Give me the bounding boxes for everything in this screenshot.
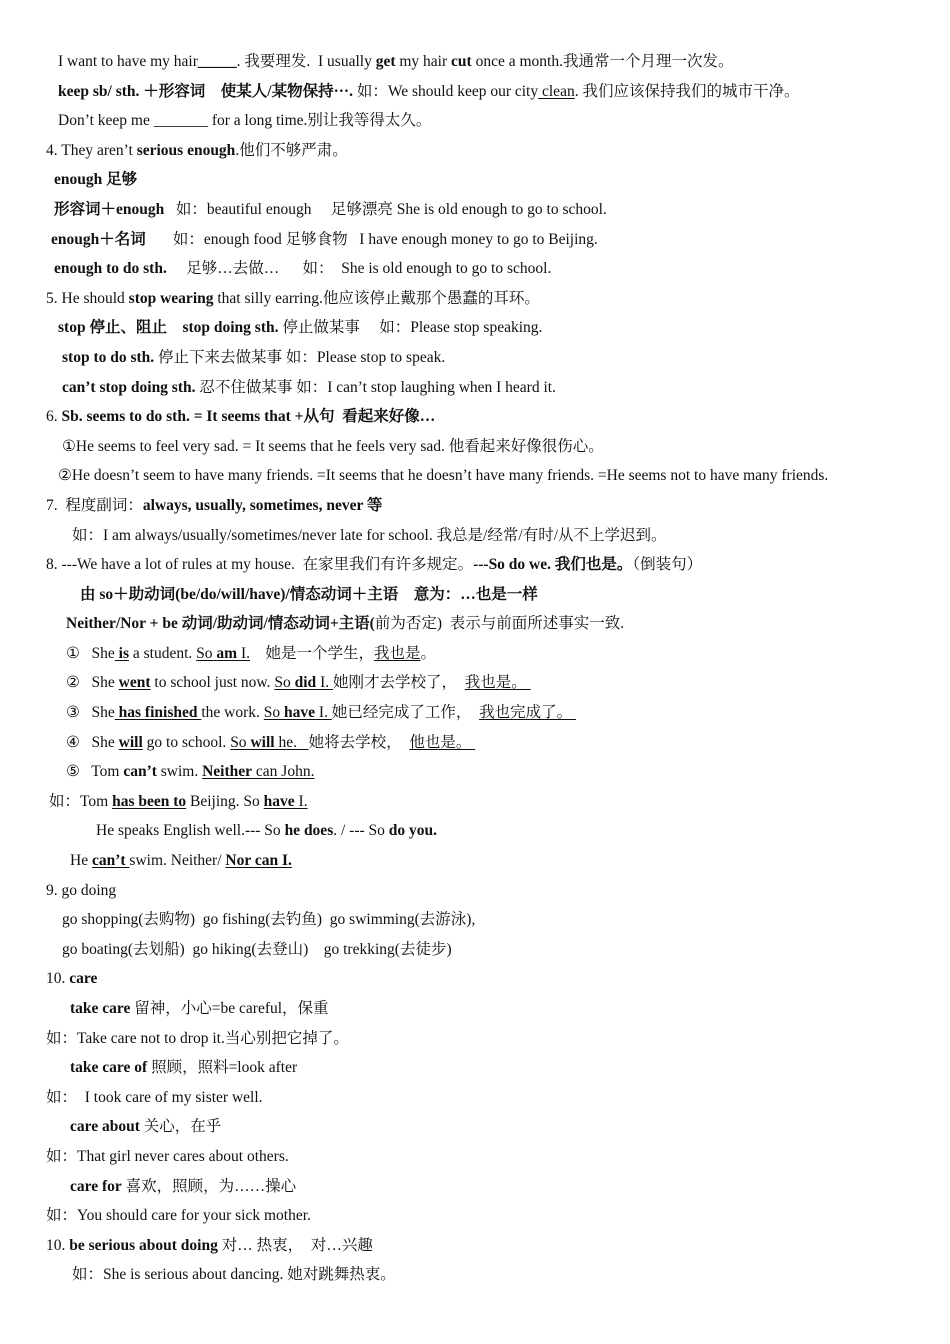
text-line [0, 77, 950, 107]
text-segment: be serious about doing [69, 1236, 218, 1254]
text-line [0, 1024, 950, 1054]
text-segment: 8. ---We have a lot of rules at my house. 在家里我们有许多规定。 [46, 556, 474, 574]
text-line [0, 1172, 950, 1202]
text-segment: ①He seems to feel very sad. = It seems that he feels very sad. 他看起来好像很伤心。 [62, 437, 604, 455]
text-line [0, 402, 950, 432]
text-line [0, 935, 950, 965]
text-segment: go to school. [142, 733, 231, 751]
text-segment: So [263, 704, 285, 722]
text-segment: 由 so＋助动词(be/do/will/have)/情态动词＋主语 意为：…也是一样 [80, 585, 538, 603]
text-segment: 9. go doing [46, 881, 117, 899]
text-segment: ① She [66, 644, 115, 662]
text-line [0, 668, 950, 698]
text-segment: cut [451, 53, 472, 70]
text-line [0, 254, 950, 284]
text-segment: Neither [202, 763, 253, 781]
text-segment: 照顾，照料=look after [147, 1059, 298, 1077]
text-segment: .他们不够严肃。 [235, 141, 348, 159]
text-line [0, 284, 950, 314]
text-segment: I. [315, 704, 332, 722]
text-segment: 留神，小心=be careful，保重 [130, 1000, 329, 1017]
text-segment: ⑤ Tom [66, 763, 124, 781]
text-segment: 形容词＋enough [54, 200, 165, 218]
text-segment: 如： I took care of my sister well. [46, 1088, 263, 1106]
text-line [0, 787, 950, 817]
text-segment: go boating(去划船) go hiking(去登山) go trekking(去徒步) [62, 940, 452, 958]
text-segment: So [274, 674, 295, 692]
text-line [0, 1201, 950, 1231]
text-segment: always, usually, sometimes, never 等 [142, 496, 383, 514]
text-segment: I want to have my hair [58, 53, 198, 70]
text-segment: 如：You should care for your sick mother. [46, 1207, 311, 1225]
text-segment: Sb. seems to do sth. = It seems that +从句 看起来好像… [61, 408, 436, 426]
text-segment: ②He doesn’t seem to have many friends. =It seems that he doesn’t have many friends. =He seems not to have many friends. [58, 467, 829, 485]
text-segment: stop wearing [128, 289, 214, 307]
text-segment: 我也是 [374, 644, 421, 662]
text-segment: that silly earring.他应该停止戴那个愚蠢的耳环。 [213, 289, 540, 307]
text-segment: the work. [201, 704, 264, 722]
text-segment: 他也是。 [409, 733, 476, 751]
text-segment: will [250, 733, 275, 751]
text-segment: can’t [123, 763, 157, 781]
text-segment: can’t stop doing sth. [62, 378, 196, 396]
text-line [0, 905, 950, 935]
text-segment: _____ [197, 53, 237, 70]
text-segment: have [284, 704, 316, 722]
text-line [0, 461, 950, 491]
text-segment: （倒装句） [632, 556, 703, 574]
text-segment: 10. [46, 1236, 70, 1254]
text-segment: 她已经完成了工作， [331, 704, 480, 722]
text-segment: he does [284, 822, 334, 840]
text-segment: 。 [420, 644, 437, 662]
text-line [0, 1112, 950, 1142]
text-segment: Beijing. So [186, 792, 264, 810]
text-segment: went [118, 674, 151, 692]
text-line [0, 728, 950, 758]
text-segment: 如：enough food 足够食物 I have enough money to go to Beijing. [145, 230, 598, 248]
text-segment: 如：Take care not to drop it.当心别把它掉了。 [46, 1029, 349, 1047]
text-segment: Don’t keep me _______ for a long time.别让我等得太久。 [58, 112, 432, 130]
text-segment: care for [70, 1177, 122, 1195]
text-segment: ③ She [66, 704, 115, 722]
text-segment: 足够…去做… 如： She is old enough to go to school. [166, 260, 552, 278]
text-line [0, 964, 950, 994]
text-line [0, 816, 950, 846]
text-line [0, 521, 950, 551]
text-segment: Nor can I. [225, 852, 292, 870]
text-segment: once a month.我通常一个月理一次发。 [471, 53, 734, 70]
text-line [0, 876, 950, 906]
text-segment: 她是一个学生， [250, 644, 375, 662]
text-segment: 停止做某事 如：Please stop speaking. [278, 319, 543, 337]
text-segment: stop to do sth. [62, 348, 155, 366]
text-line [0, 432, 950, 462]
text-segment: 如：Tom [49, 792, 113, 810]
text-segment: . / --- So [333, 822, 389, 840]
text-segment: 4. They aren’t [46, 141, 137, 159]
text-segment: did [294, 674, 317, 692]
text-segment: 对… 热衷， 对…兴趣 [217, 1236, 373, 1254]
text-segment: ② She [66, 674, 119, 692]
text-segment: do you. [388, 822, 438, 840]
text-segment: clean [538, 82, 575, 100]
text-line [0, 195, 950, 225]
text-line [0, 994, 950, 1024]
text-segment: . 我们应该保持我们的城市干净。 [574, 82, 800, 100]
text-segment: 6. [46, 408, 62, 426]
text-line [0, 1053, 950, 1083]
text-segment: 如：She is serious about dancing. 她对跳舞热衷。 [72, 1266, 396, 1284]
text-segment: enough＋名词 [51, 230, 146, 248]
text-segment: can’t [91, 852, 130, 870]
text-segment: serious enough [136, 141, 236, 159]
text-segment: 如：We should keep our city [352, 82, 539, 100]
text-segment: will [118, 733, 143, 751]
text-segment: has been to [112, 792, 187, 810]
text-line [0, 550, 950, 580]
text-segment: keep sb/ sth. ＋形容词 使某人/某物保持···. [58, 82, 353, 100]
text-segment: So [230, 733, 251, 751]
text-line [0, 698, 950, 728]
text-segment: stop 停止、阻止 stop doing sth. [58, 319, 279, 337]
text-line [0, 580, 950, 610]
text-segment: is [114, 644, 129, 662]
text-line [0, 846, 950, 876]
text-line [0, 1260, 950, 1290]
text-segment: enough to do sth. [54, 260, 167, 278]
text-line [0, 609, 950, 639]
text-segment: 如：That girl never cares about others. [46, 1147, 289, 1165]
text-line [0, 106, 950, 136]
text-line [0, 47, 950, 77]
text-segment: 5. He should [46, 289, 129, 307]
text-line [0, 1142, 950, 1172]
text-segment: 停止下来去做某事 如：Please stop to speak. [154, 348, 446, 366]
text-segment: 忍不住做某事 如：I can’t stop laughing when I heard it. [195, 378, 556, 396]
text-segment: swim. [156, 763, 203, 781]
text-segment: enough 足够 [54, 171, 138, 189]
text-segment: 她将去学校， [308, 733, 410, 751]
text-segment: he. [274, 733, 309, 751]
text-segment: 我也完成了。 [479, 704, 576, 722]
text-segment: to school just now. [150, 674, 275, 692]
text-segment: So [196, 644, 217, 662]
text-segment: 前为否定) 表示与前面所述事实一致. [374, 615, 625, 633]
text-segment: a student. [129, 644, 197, 662]
text-line [0, 639, 950, 669]
document-body [0, 47, 950, 1290]
text-segment: 关心，在乎 [139, 1118, 222, 1136]
text-segment: Neither/Nor + be 动词/助动词/情态动词+主语( [66, 615, 375, 633]
text-line [0, 136, 950, 166]
text-segment: care about [70, 1118, 140, 1136]
text-segment: . 我要理发. I usually [236, 53, 376, 70]
text-line [0, 313, 950, 343]
text-segment: 10. [46, 970, 70, 988]
text-segment: take care of [70, 1059, 148, 1077]
text-line [0, 757, 950, 787]
text-line [0, 225, 950, 255]
text-segment: go shopping(去购物) go fishing(去钓鱼) go swimming(去游泳), [62, 911, 476, 929]
text-line [0, 491, 950, 521]
text-segment: 我也是。 [464, 674, 531, 692]
text-line [0, 373, 950, 403]
text-segment: has finished [114, 704, 202, 722]
text-segment: swim. Neither/ [129, 852, 226, 870]
text-segment: ④ She [66, 733, 119, 751]
text-segment: I. [294, 792, 308, 810]
text-segment: He speaks English well.--- So [96, 822, 285, 840]
text-line [0, 343, 950, 373]
text-line [0, 1083, 950, 1113]
text-line [0, 165, 950, 195]
text-line [0, 1231, 950, 1261]
text-segment: 7. 程度副词： [46, 496, 143, 514]
text-segment: I. [237, 644, 250, 662]
text-segment: get [375, 53, 396, 70]
text-segment: am [216, 644, 238, 662]
text-segment: I. [316, 674, 333, 692]
text-segment: take care [70, 1000, 131, 1017]
text-segment: care [69, 970, 98, 988]
text-segment: have [263, 792, 295, 810]
text-segment: ---So do we. 我们也是。 [473, 556, 633, 574]
text-segment: my hair [395, 53, 452, 70]
text-segment: 她刚才去学校了， [332, 674, 465, 692]
text-segment: can John. [252, 763, 315, 781]
text-segment: 喜欢，照顾，为……操心 [121, 1177, 297, 1195]
text-segment: 如：beautiful enough 足够漂亮 She is old enough to go to school. [164, 200, 607, 218]
text-segment: 如：I am always/usually/sometimes/never late for school. 我总是/经常/有时/从不上学迟到。 [72, 526, 667, 544]
text-segment: He [70, 852, 92, 870]
